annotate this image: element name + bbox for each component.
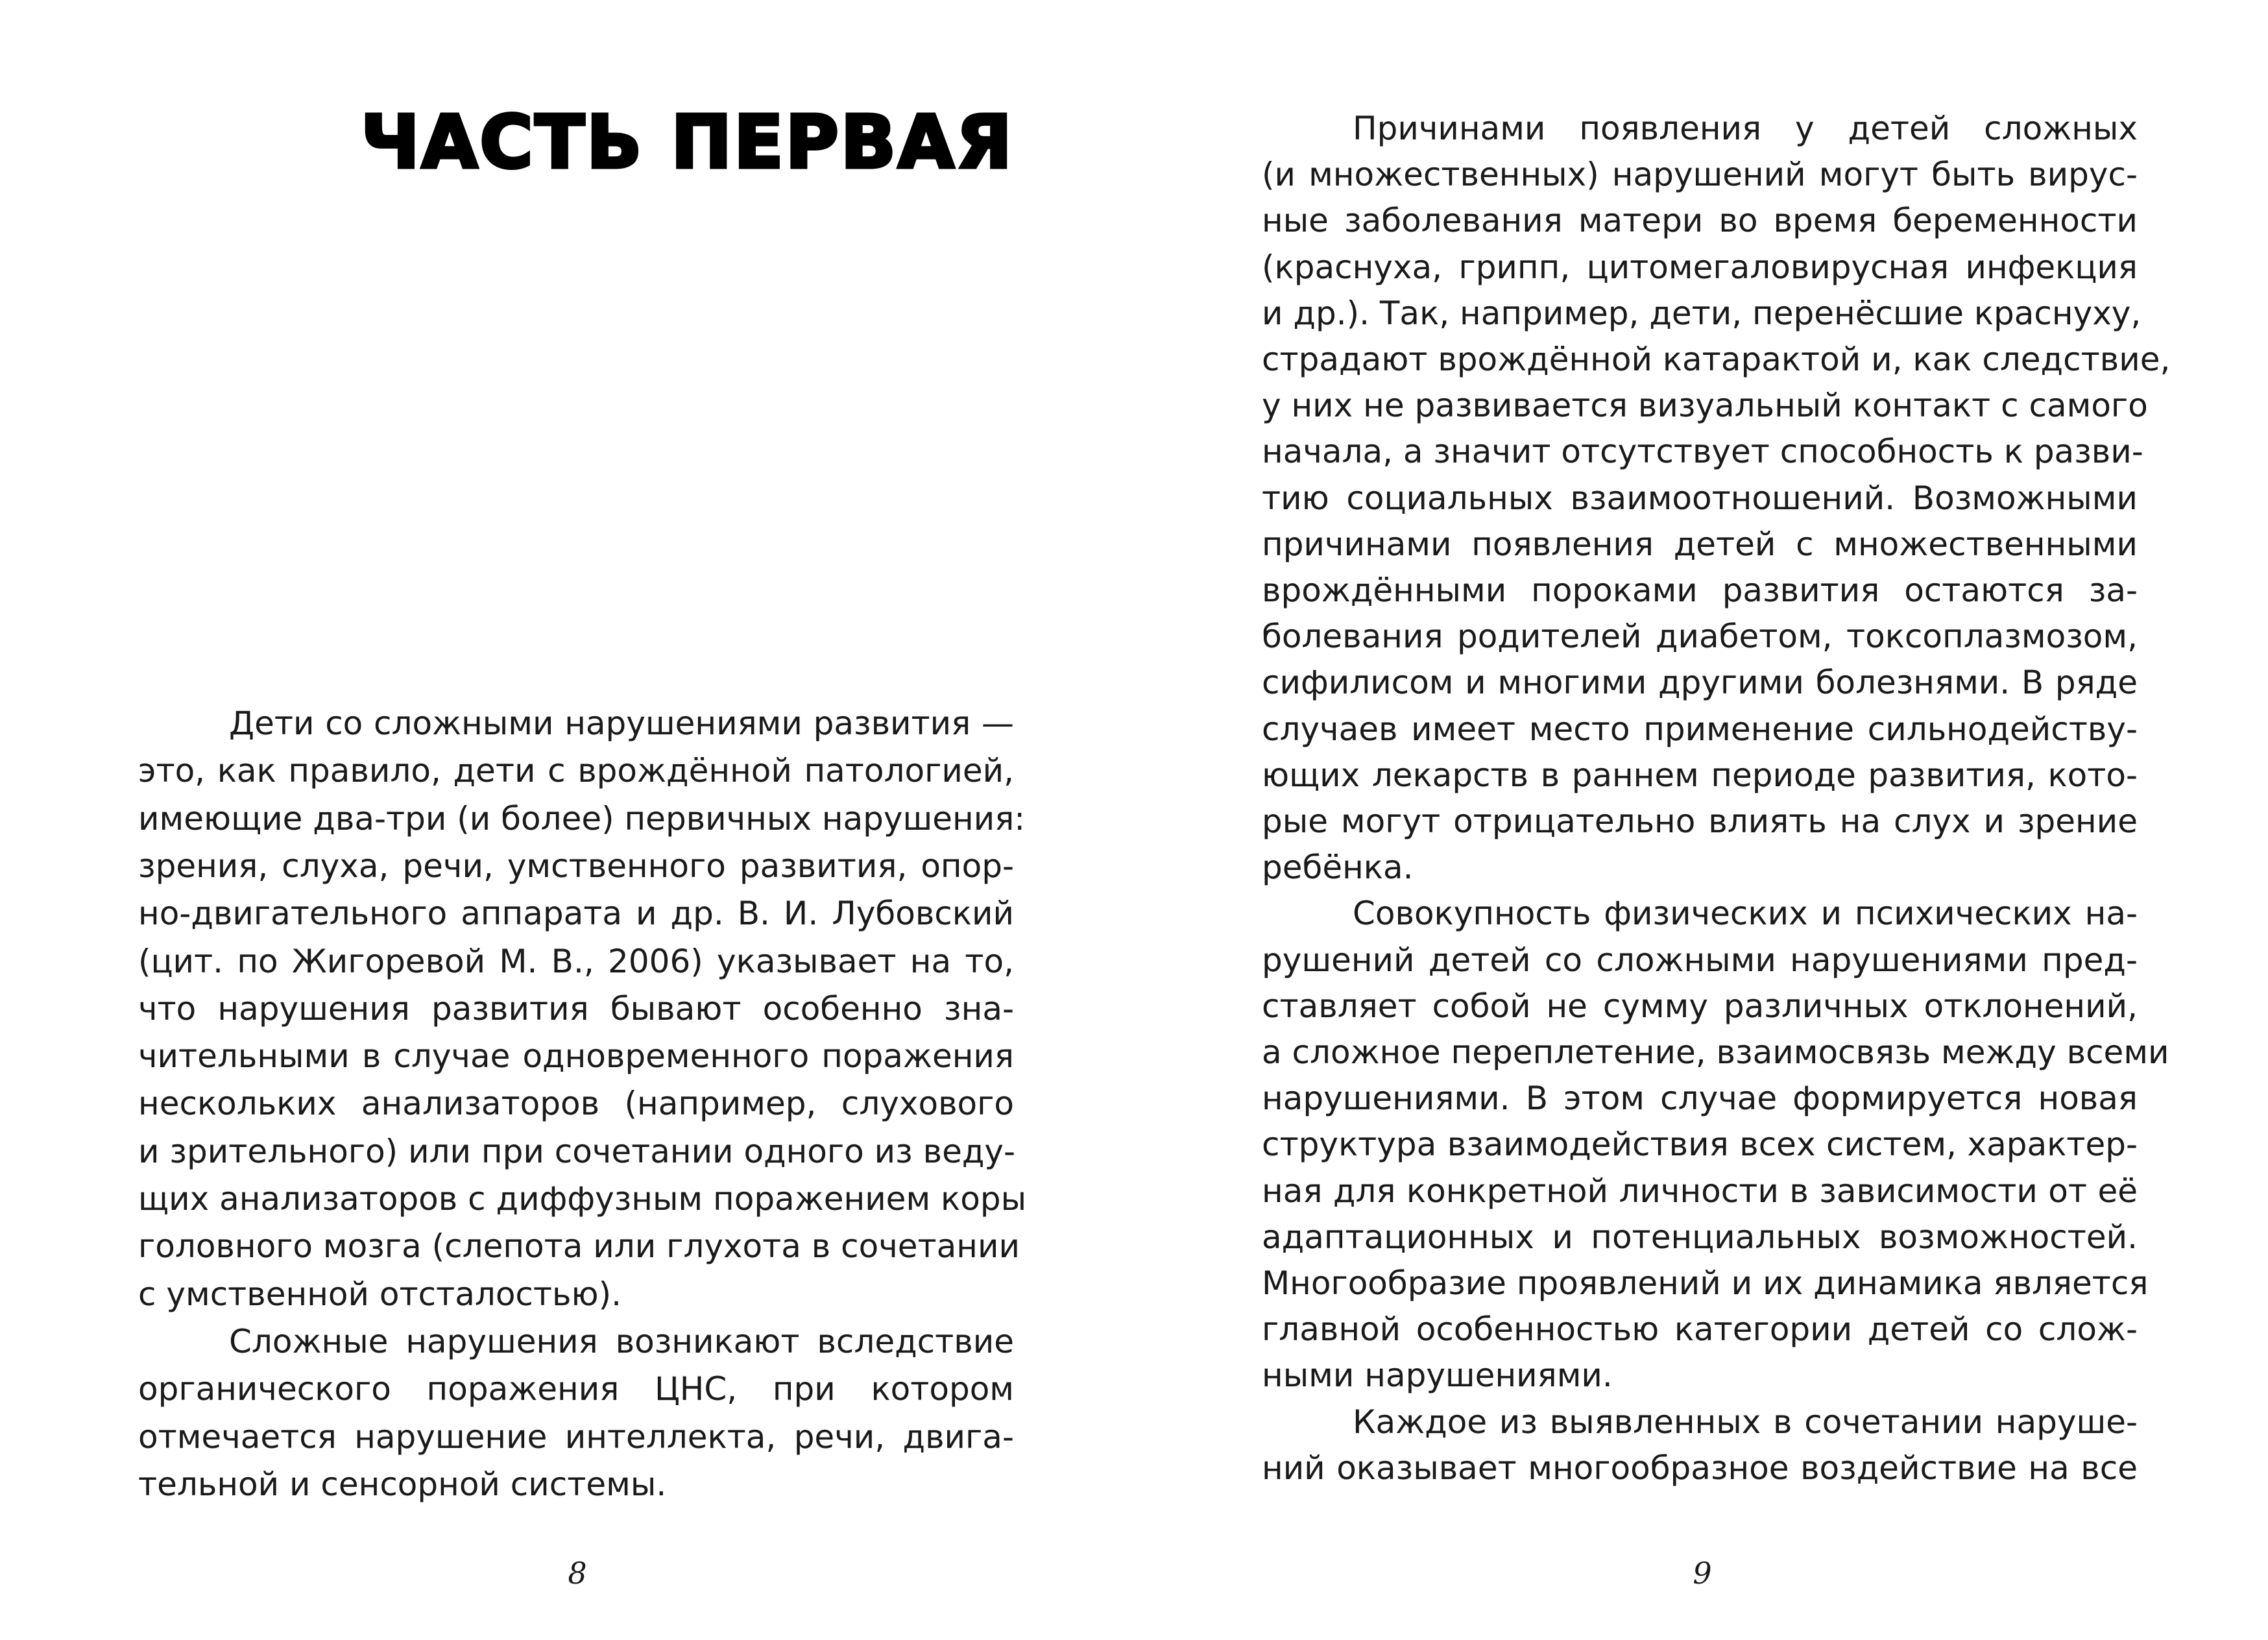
text-line: структура взаимодействия всех систем, характер- [1262,1126,2138,1164]
text-line: имеющие два-три (и более) первичных нарушения: [138,799,1026,838]
text-line: чительными в случае одновременного поражения [138,1037,1014,1076]
page-number: 9 [1693,1556,1712,1591]
page-number: 8 [568,1556,587,1591]
text-line: Причинами появления у детей сложных [1353,110,2138,147]
text-line: но-двигательного аппарата и др. В. И. Лубовский [138,895,1014,933]
text-line: (краснуха, грипп, цитомегаловирусная инфекция [1262,248,2138,286]
text-line: (цит. по Жигоревой М. В., 2006) указывает на то, [138,942,1014,980]
part-title: ЧАСТЬ ПЕРВАЯ [361,101,1014,185]
text-line: тельной и сенсорной системы. [138,1465,667,1503]
text-line: головного мозга (слепота или глухота в сочетании [138,1227,1020,1266]
text-line: рые могут отрицательно влиять на слух и зрение [1262,802,2138,840]
text-line: (и множественных) нарушений могут быть вирус- [1262,156,2138,194]
text-line: Многообразие проявлений и их динамика является [1262,1264,2149,1302]
text-line: а сложное переплетение, взаимосвязь между всеми [1262,1033,2169,1071]
text-line: с умственной отсталостью). [138,1275,621,1313]
text-line: и зрительного) или при сочетании одного из веду- [138,1132,1016,1170]
text-line: у них не развивается визуальный контакт с самого [1262,387,2148,425]
text-line: адаптационных и потенциальных возможностей. [1262,1218,2138,1256]
text-line: начала, а значит отсутствует способность к разви- [1262,433,2143,471]
text-line: нескольких анализаторов (например, слухового [138,1085,1014,1123]
text-line: причинами появления детей с множественными [1262,525,2138,563]
text-line: ребёнка. [1262,849,1414,887]
text-line: это, как правило, дети с врождённой патологией, [138,752,1014,790]
text-line: страдают врождённой катарактой и, как следствие, [1262,341,2171,378]
text-line: отмечается нарушение интеллекта, речи, двига- [138,1417,1014,1456]
text-line: врождёнными пороками развития остаются за- [1262,572,2138,609]
text-line: ний оказывает многообразное воздействие на все [1262,1449,2138,1487]
text-line: ная для конкретной личности в зависимости от её [1262,1172,2138,1210]
text-line: и др.). Так, например, дети, перенёсшие краснуху, [1262,294,2141,332]
text-line: Совокупность физических и психических на- [1353,895,2138,933]
text-line: ные заболевания матери во время беременности [1262,202,2138,240]
text-line: нарушениями. В этом случае формируется новая [1262,1079,2138,1118]
text-line: рушений детей со сложными нарушениями пред- [1262,941,2138,979]
text-line: сифилисом и многими другими болезнями. В ряде [1262,664,2138,702]
text-line: Дети со сложными нарушениями развития — [229,705,1014,742]
right-page-body [1134,0,2268,1640]
text-line: случаев имеет место применение сильнодейству- [1262,710,2138,748]
text-line: щих анализаторов с диффузным поражением коры [138,1180,1027,1218]
text-line: болевания родителей диабетом, токсоплазмозом, [1262,618,2138,656]
text-line: органического поражения ЦНС, при котором [138,1370,1014,1408]
text-line: тию социальных взаимоотношений. Возможными [1262,479,2138,517]
text-line: ставляет собой не сумму различных отклонений, [1262,987,2138,1025]
text-line: главной особенностью категории детей со слож- [1262,1310,2138,1349]
text-line: ющих лекарств в раннем периоде развития, кото- [1262,756,2138,794]
right-page [1134,0,2268,1640]
text-line: зрения, слуха, речи, умственного развития, опор- [138,847,1014,885]
text-line: что нарушения развития бывают особенно зна- [138,989,1014,1028]
text-line: Сложные нарушения возникают вследствие [229,1322,1014,1360]
text-line: ными нарушениями. [1262,1357,1613,1395]
text-line: Каждое из выявленных в сочетании наруше- [1353,1403,2138,1441]
